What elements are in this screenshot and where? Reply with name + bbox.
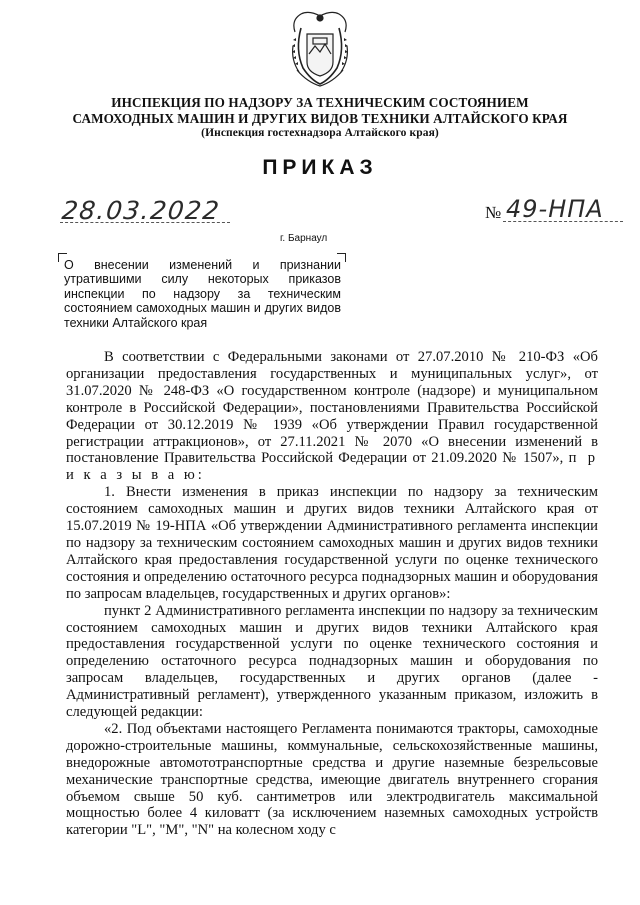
order-subject: О внесении изменений и признании утратившими силу некоторых приказов инспекции по надзору за техническим состоянием самоходных машин и других видов техники Алтайского края <box>64 258 341 330</box>
organization-header <box>40 95 600 142</box>
date-underline <box>60 222 230 223</box>
order-number-label: № <box>485 203 502 222</box>
org-name-line2: САМОХОДНЫХ МАШИН И ДРУГИХ ВИДОВ ТЕХНИКИ АЛТАЙСКОГО КРАЯ <box>72 110 568 126</box>
preamble-text: В соответствии с Федеральными законами от 27.07.2010 № 210-ФЗ «Об организации предоставления государственных и муниципальных услуг», от 31.07.2020 № 248-ФЗ «О государственном контроле (надзоре) и муниципальном контроле в Российской Федерации», постановлениями Правительства Российской Федерации от 30.12.2019 № 1939 «Об утверждении Правил государственной регистрации аттракционов», от 27.11.2021 № 2070 «О внесении изменений в постановление Правительства Российской Федерации от 21.09.2020 № 1507», <box>66 349 598 467</box>
org-short-name: (Инспекция гостехнадзора Алтайского края) <box>201 127 439 139</box>
document-title: ПРИКАЗ <box>262 156 378 179</box>
org-name-line1: ИНСПЕКЦИЯ ПО НАДЗОРУ ЗА ТЕХНИЧЕСКИМ СОСТОЯНИЕМ <box>111 95 529 110</box>
document-body <box>66 349 598 839</box>
preamble-paragraph <box>66 349 598 484</box>
city: г. Барнаул <box>280 233 328 244</box>
order-word: п р и к а з ы в а ю: <box>66 450 598 484</box>
item-1-point-paragraph: пункт 2 Административного регламента инспекции по надзору за техническим состоянием самоходных машин и других видов техники Алтайского края предоставления государственной услуги по оценке технического состояния и определению остаточного ресурса поднадзорных машин и оборудования по запросам владельцев, государственных и других органов (далее - Административный регламент), утвержденного указанным приказом, изложить в следующей редакции: <box>66 602 598 721</box>
order-number: 49-НПА <box>506 195 604 223</box>
item-1-paragraph: 1. Внести изменения в приказ инспекции по надзору за техническим состоянием самоходных машин и других видов техники Алтайского края от 15.07.2019 № 19-НПА «Об утверждении Административного регламента инспекции по надзору за техническим состоянием самоходных машин и других видов техники Алтайского края предоставления государственной услуги по оценке технического состояния и определению остаточного ресурса поднадзорных машин и оборудования по запросам владельцев, государственных и других органов»: <box>66 484 598 602</box>
order-date: 28.03.2022 <box>60 196 222 225</box>
number-underline <box>503 221 623 222</box>
quoted-paragraph: «2. Под объектами настоящего Регламента понимаются тракторы, самоходные дорожно-строительные машины, коммунальные, сельскохозяйственные машины, внедорожные автомототранспортные средства и другие наземные безрельсовые механические транспортные средства, имеющие двигатель внутреннего сгорания объемом свыше 50 куб. сантиметров или электродвигатель максимальной мощностью более 4 киловатт (за исключением наземных самоходных устройств категории "L", "M", "N" на колесном ходу с <box>66 720 598 839</box>
coat-of-arms-emblem <box>287 10 353 88</box>
